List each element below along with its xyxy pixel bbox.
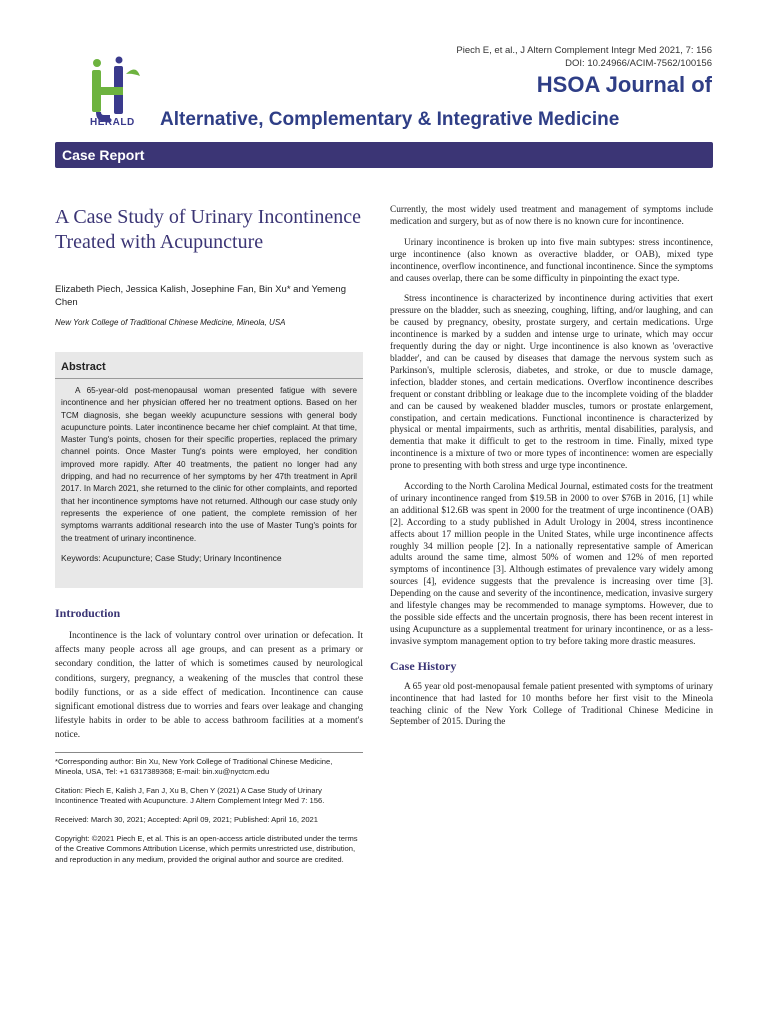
- body-paragraph: Stress incontinence is characterized by incontinence during activities that exert pressure on the bladder, such as sneezing, coughing, lifting, and/or laughing, and can be caused by pregnancy, obesity, prostate surgery, and certain medications. Urge incontinence is marked by a sudden and intense urge to urinate, which may occur frequently during the day or night. Urge incontinence is also known as 'overactive bladder', and can be caused by diseases that damage the nervous system such as Parkinson's, multiple sclerosis, diabetes, and stroke, or due to muscle damage, infection, bladder stones, and certain medications. Overflow incontinence describes frequent or constant dribbling or leakage due to the incomplete voiding of the bladder and can be caused by weakened bladder muscles, tumors or prostate enlargement, constipation, and certain medications. Functional incontinence is characterized by physical or mental impairments, such as arthritis, mental disabilities, paralysis, and dementia that make it difficult to get to the restroom in time. Finally, mixed type incontinence is a mixture of two or more types of incontinence: women are especially prone to presenting with both stress and urge type incontinence.: [390, 294, 713, 472]
- doi[interactable]: DOI: 10.24966/ACIM-7562/100156: [565, 58, 712, 69]
- right-column: [390, 205, 713, 738]
- introduction-text: Incontinence is the lack of voluntary control over urination or defecation. It affects many people across all age groups, and can present as a primary or secondary condition, the latter of which is sometimes caused by neurological conditions, surgery, pregnancy, a weakening of the muscles that control these bodily functions, or as a side effect of medication. Incontinence can cause significant emotional distress due to worries and fears over leakage and changing lifestyle habits in order to be able to access bathroom facilities at a moment's notice.: [55, 631, 363, 741]
- abstract-heading: Abstract: [61, 361, 106, 373]
- left-column: [55, 205, 363, 873]
- case-history-heading: Case History: [390, 658, 457, 673]
- citation-note: Citation: Piech E, Kalish J, Fan J, Xu B, Chen Y (2021) A Case Study of Urinary Incontinence Treated with Acupuncture. J Altern Complement Integr Med 7: 156.: [55, 785, 325, 806]
- header-citation-block: [456, 44, 712, 70]
- abstract-text: A 65-year-old post-menopausal woman presented fatigue with severe incontinence and her physician offered her no treatment options. Based on her TCM diagnosis, she began weekly acupuncture sessions with general body acupuncture points. Later incontinence became her chief complaint. At that time, Master Tung's points, chosen for their specific properties, replaced the primary channel points. Once Master Tung's points were employed, her condition improved more rapidly. After 40 treatments, the patient no longer had any dripping, and had no recurrence of her symptoms by her 47th treatment in April 2017. In March 2021, she returned to the clinic for other complaints, and reported that her incontinence symptoms have not returned. Although our case study only represents the experience of one patient, the complete remission of her symptoms warrants additional research into the use of Master Tung's points for the treatment of urinary incontinence.: [61, 386, 357, 543]
- article-type-label: Case Report: [62, 147, 145, 163]
- abstract-divider: [55, 378, 363, 379]
- introduction-heading: Introduction: [55, 606, 121, 620]
- journal-subtitle: Alternative, Complementary & Integrative Medicine: [160, 109, 620, 130]
- article-type-bar: [55, 142, 713, 168]
- footnotes: [55, 752, 363, 866]
- footnote-divider: [55, 752, 363, 753]
- article-title: A Case Study of Urinary Incontinence Treated with Acupuncture: [55, 206, 362, 253]
- copyright-note: Copyright: ©2021 Piech E, et al. This is an open-access article distributed under the terms of the Creative Commons Attribution License, which permits unrestricted use, distribution, and reproduction in any medium, provided the original author and source are credited.: [55, 833, 358, 864]
- logo-wordmark: HERALD: [90, 117, 135, 128]
- author-list: Elizabeth Piech, Jessica Kalish, Josephine Fan, Bin Xu* and Yemeng Chen: [55, 284, 346, 308]
- dates-note: Received: March 30, 2021; Accepted: April 09, 2021; Published: April 16, 2021: [55, 815, 318, 824]
- body-paragraph: Urinary incontinence is broken up into five main subtypes: stress incontinence, urge incontinence (also known as overactive bladder, or OAB), mixed type incontinence, overflow incontinence, and functional incontinence. Since the symptoms and causes overlap, there can be some difficulty in pinpointing the exact type.: [390, 237, 713, 284]
- journal-name: HSOA Journal of: [536, 72, 712, 97]
- corresponding-author: *Corresponding author: Bin Xu, New York College of Traditional Chinese Medicine, Mineola, USA, Tel: +1 6317389368; E-mail: bin.xu@nyctcm.edu: [55, 756, 333, 777]
- body-paragraph: Currently, the most widely used treatment and management of symptoms include medication and surgery, but as of now there is no known cure for incontinence.: [390, 205, 713, 227]
- affiliation: New York College of Traditional Chinese Medicine, Mineola, USA: [55, 318, 286, 327]
- journal-citation: Piech E, et al., J Altern Complement Integr Med 2021, 7: 156: [456, 45, 712, 56]
- body-paragraph: According to the North Carolina Medical Journal, estimated costs for the treatment of urinary incontinence ranged from $19.5B in 2000 to over $76B in 2016, [1] while an additional $12.6B was spent in 2000 for the treatment of urge incontinence (OAB) [2]. According to a study published in Adult Urology in 2004, stress incontinence affects about 17 million people in the United States, while urge incontinence affects roughly 34 million people [2]. In a nationally representative sample of American adults around the same time, almost 50% of women and 12% of men reported symptoms of incontinence [3]. Although estimates of prevalence vary widely among sources [4], evidence suggests that the prevalence is increasing over time [3]. Depending on the cause and severity of the incontinence, medication, invasive surgery and lifestyle changes may be recommended to manage symptoms. However, due to the possible side effects and the uncertain prognosis, there has been recent interest in using Acupuncture as a supplemental treatment for urinary incontinence, or as a less-invasive symptom management option to try before taking more drastic measures.: [390, 482, 713, 647]
- keywords: Keywords: Acupuncture; Case Study; Urinary Incontinence: [61, 552, 282, 563]
- body-paragraph: A 65 year old post-menopausal female patient presented with symptoms of urinary incontinence that had lasted for 10 months before her first visit to the Mineola teaching clinic of the New York College of Traditional Chinese Medicine in September of 2015. During the: [390, 681, 713, 728]
- abstract-box: [55, 352, 363, 588]
